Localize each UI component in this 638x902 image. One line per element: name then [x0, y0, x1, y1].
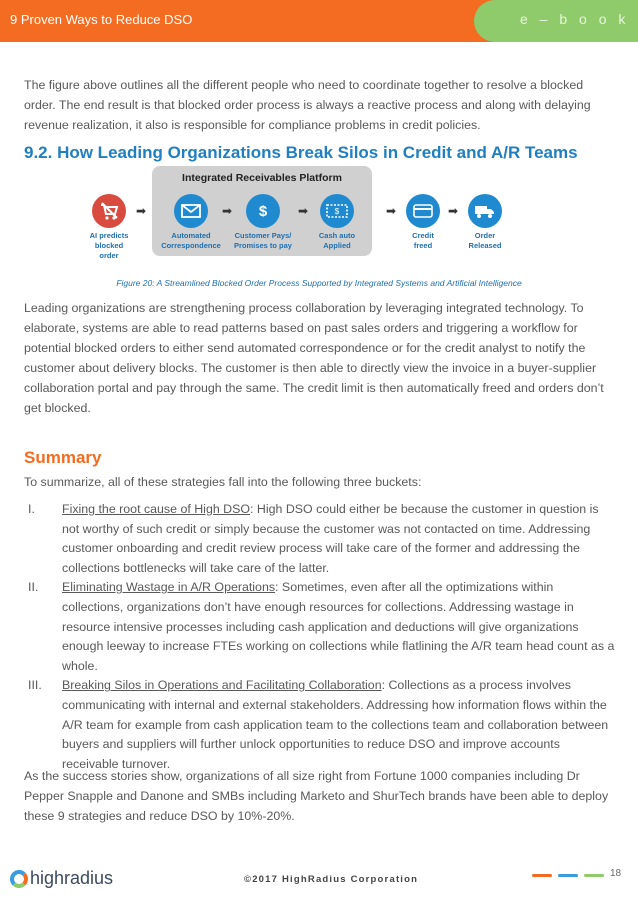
closing-paragraph: As the success stories show, organizations of all size right from Fortune 1000 companies including Dr Pepper Snapple and Danone and SMBs including Marketo and ShurTech brands have been able to deploy these 9 strategies and reduce DSO by 10%-20%. — [24, 769, 609, 823]
header-title: 9 Proven Ways to Reduce DSO — [10, 12, 193, 27]
node-label: Order Released — [468, 231, 502, 250]
node-label: Customer Pays/ Promises to pay — [234, 231, 292, 250]
ebook-label: e – b o o k — [520, 11, 630, 27]
section-heading: 9.2. How Leading Organizations Break Silos in Credit and A/R Teams — [24, 143, 578, 162]
summary-intro: To summarize, all of these strategies fall into the following three buckets: — [24, 475, 422, 489]
node-credit-freed — [388, 194, 458, 251]
list-item-text: : Collections as a process involves communicating with internal and external stakeholders. Addressing how information flows within the A/R team for example from cash application team to the collections team and collaboration between buyers and suppliers will further unlock opportunities to reduce DSO and improve accounts receivable turnover. — [62, 678, 609, 771]
list-item — [24, 676, 616, 774]
list-item — [24, 500, 616, 578]
list-item-text: : High DSO could either be because the customer in question is not worthy of such credit or simply because the customer was not contacted on time. Addressing customer onboarding and credit review process will take care of the former and addressing the collections bottlenecks will take care of the latter. — [62, 502, 599, 575]
node-label: Cash auto Applied — [318, 231, 356, 250]
list-item-title: Breaking Silos in Operations and Facilitating Collaboration — [62, 678, 382, 693]
node-cash-auto-applied — [302, 194, 372, 251]
decorative-bars — [532, 874, 604, 877]
node-ai-predicts — [74, 194, 147, 261]
cash-application-icon — [320, 194, 354, 228]
node-customer-pays — [228, 194, 298, 251]
money-bag-icon: $ — [246, 194, 280, 228]
platform-title: Integrated Receivables Platform — [182, 172, 342, 184]
page-header — [0, 0, 638, 42]
envelope-icon — [174, 194, 208, 228]
svg-text:$: $ — [334, 207, 340, 216]
node-label: Credit freed — [412, 231, 434, 250]
copyright: ©2017 HighRadius Corporation — [244, 874, 419, 885]
bar-green — [584, 874, 604, 877]
list-item-text: : Sometimes, even after all the optimizations within collections, organizations don’t have enough resources for collections. Addressing wastage in resource intensive processes including cash application and deductions will give organizations enough leeway to increase FTEs working on collections while flatlining the A/R team head count as a whole. — [62, 580, 615, 673]
summary-list — [24, 500, 616, 774]
node-order-released — [450, 194, 520, 251]
process-figure — [88, 164, 518, 264]
figure-caption: Figure 20: A Streamlined Blocked Order Process Supported by Integrated Systems and Artificial Intelligence — [116, 278, 522, 288]
list-numeral: III. — [28, 678, 42, 693]
list-numeral: I. — [28, 502, 35, 516]
summary-heading: Summary — [24, 448, 102, 467]
leading-paragraph: Leading organizations are strengthening process collaboration by leveraging integrated technology. To elaborate, systems are able to read patterns based on past sales orders and triggering a workflow for potential blocked orders to either send automated correspondence or for the credit analyst to notify the customer about delivery blocks. The customer is then able to directly view the invoice in a buyer-supplier collaboration portal and pay through the same. The credit limit is then automatically freed and orders don’t get blocked. — [24, 301, 604, 415]
arrow-right-icon: ➡ — [222, 204, 233, 218]
node-label: Automated Correspondence — [161, 231, 221, 250]
page-footer — [0, 858, 638, 902]
bar-orange — [532, 874, 552, 877]
credit-card-icon — [406, 194, 440, 228]
arrow-right-icon: ➡ — [298, 204, 309, 218]
list-item — [24, 578, 616, 676]
list-item-title: Fixing the root cause of High DSO — [62, 502, 251, 516]
blocked-cart-icon — [92, 194, 126, 228]
logo-ring-icon — [10, 870, 28, 888]
arrow-right-icon: ➡ — [386, 204, 397, 218]
list-item-title: Eliminating Wastage in A/R Operations — [62, 580, 276, 595]
intro-paragraph: The figure above outlines all the different people who need to coordinate together to resolve a blocked order. The end result is that blocked order process is always a reactive process and along with delaying revenue realization, it also is responsible for compliance problems in credit policies. — [24, 78, 591, 132]
list-numeral: II. — [28, 580, 39, 595]
node-automated-correspondence — [156, 194, 226, 251]
logo-text: highradius — [30, 868, 114, 888]
node-label: AI predicts blocked order — [89, 231, 129, 260]
ebook-badge — [474, 0, 638, 42]
delivery-truck-icon — [468, 194, 502, 228]
page-number: 18 — [610, 868, 622, 879]
arrow-right-icon: ➡ — [136, 204, 147, 218]
highradius-logo — [10, 868, 113, 889]
arrow-right-icon: ➡ — [448, 204, 459, 218]
bar-blue — [558, 874, 578, 877]
